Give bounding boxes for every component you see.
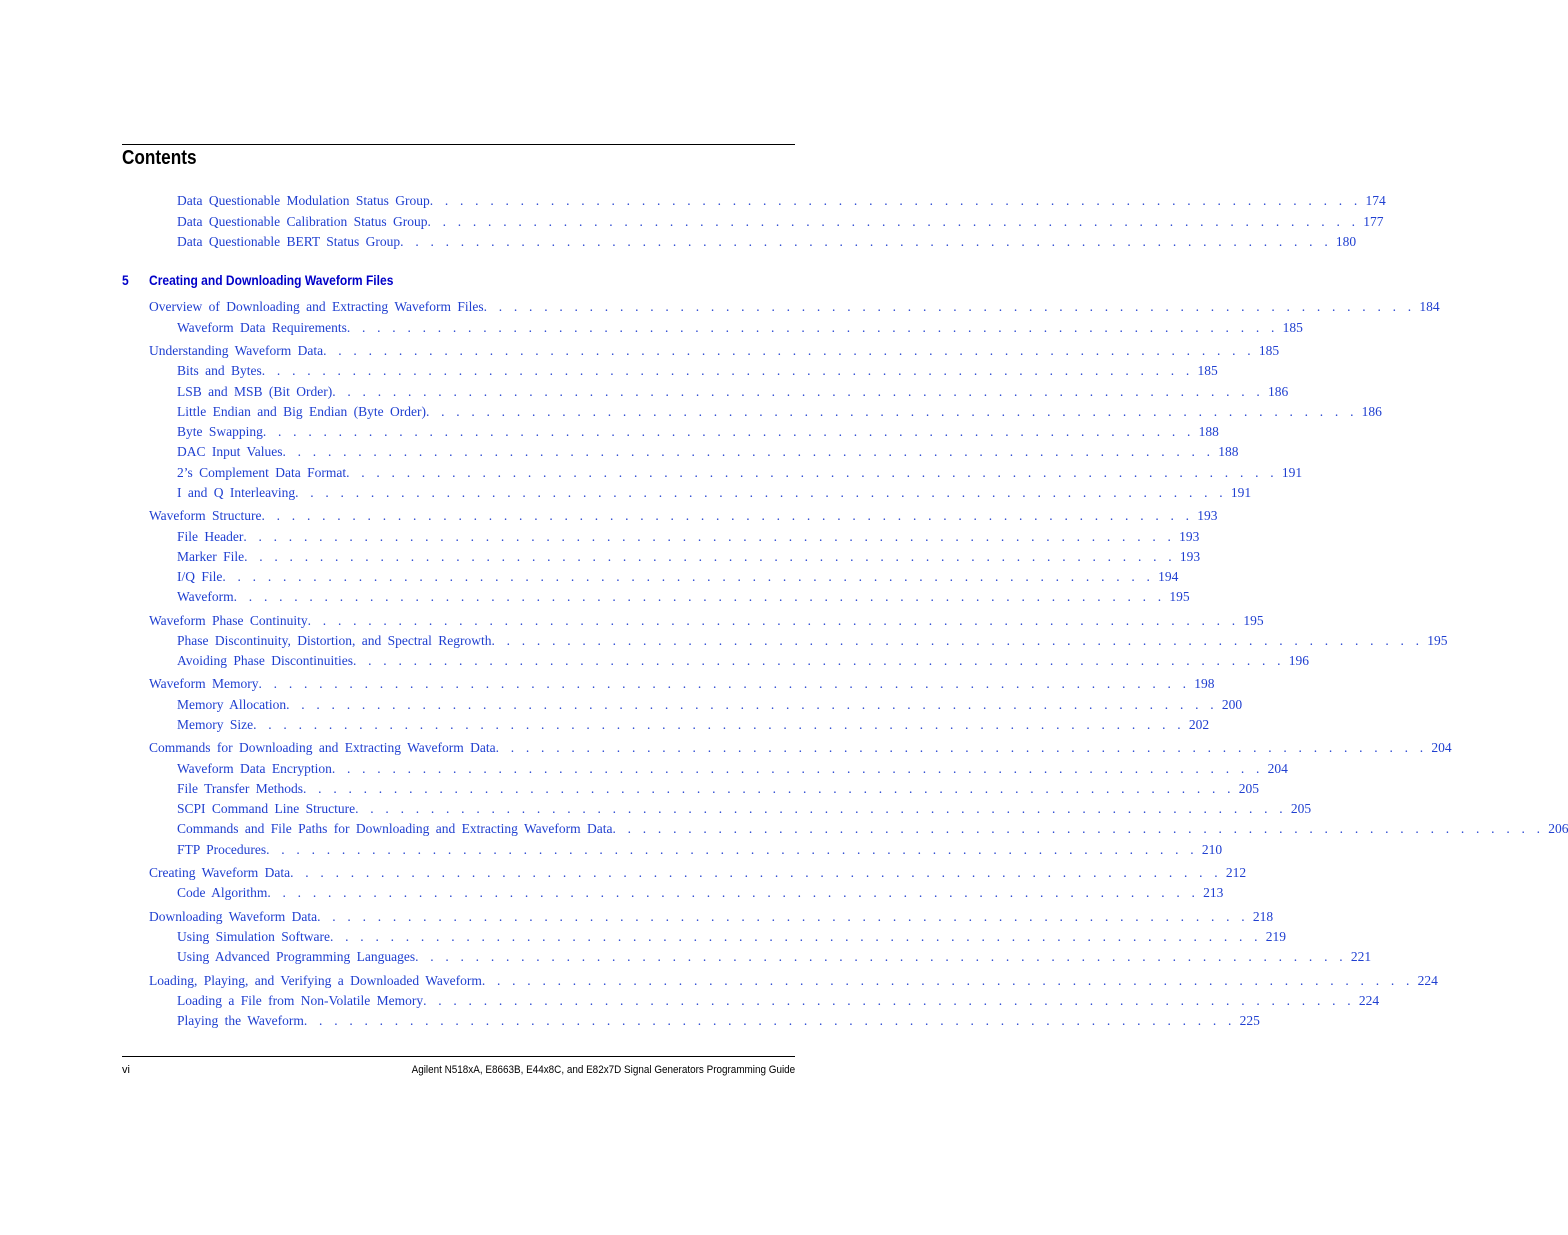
footer-guide-title: Agilent N518xA, E8663B, E44x8C, and E82x7D Signal Generators Programming Guide bbox=[411, 1064, 795, 1076]
toc-entry[interactable] bbox=[177, 800, 1312, 818]
toc-entry-title: File Header bbox=[177, 529, 244, 544]
toc-entry-page: 202 bbox=[1188, 717, 1210, 732]
toc-entry[interactable] bbox=[177, 588, 1190, 606]
toc-entry-page: 184 bbox=[1419, 299, 1440, 314]
toc-entry-title: Loading a File from Non-Volatile Memory bbox=[177, 993, 424, 1008]
toc-leader-dots: . . . . . . . . . . . . . . . . . . . . . . . . . . . . . . . . . . . . . . . . . . . . . . . . . . . . . . . . . . . . . . bbox=[400, 234, 1332, 249]
toc-leader-dots: . . . . . . . . . . . . . . . . . . . . . . . . . . . . . . . . . . . . . . . . . . . . . . . . . . . . . . . . . . . . . . bbox=[483, 299, 1416, 314]
toc-entry-title: Phase Discontinuity, Distortion, and Spectral Regrowth bbox=[177, 633, 492, 648]
toc-leader-dots: . . . . . . . . . . . . . . . . . . . . . . . . . . . . . . . . . . . . . . . . . . . . . . . . . . . . . . . . . . . . . . bbox=[423, 993, 1355, 1008]
toc-entry[interactable] bbox=[177, 548, 1201, 566]
toc-entry-page: 210 bbox=[1201, 842, 1223, 857]
toc-entry-title: Marker File bbox=[177, 549, 245, 564]
toc-entry-title: I and Q Interleaving bbox=[177, 485, 296, 500]
toc-entry-page: 177 bbox=[1363, 214, 1384, 229]
toc-leader-dots: . . . . . . . . . . . . . . . . . . . . . . . . . . . . . . . . . . . . . . . . . . . . . . . . . . . . . . . . . . . . . . bbox=[331, 761, 1264, 776]
toc-leader-dots: . . . . . . . . . . . . . . . . . . . . . . . . . . . . . . . . . . . . . . . . . . . . . . . . . . . . . . . . . . . . . . bbox=[303, 781, 1235, 796]
toc-leader-dots: . . . . . . . . . . . . . . . . . . . . . . . . . . . . . . . . . . . . . . . . . . . . . . . . . . . . . . . . . . . . . . bbox=[307, 613, 1240, 628]
toc-leader-dots: . . . . . . . . . . . . . . . . . . . . . . . . . . . . . . . . . . . . . . . . . . . . . . . . . . . . . . . . . . . . . . bbox=[491, 633, 1424, 648]
toc-entry[interactable] bbox=[177, 213, 1384, 231]
toc-entry[interactable] bbox=[149, 739, 1452, 757]
toc-entry-page: 198 bbox=[1194, 676, 1215, 691]
toc-entry-page: 205 bbox=[1290, 801, 1312, 816]
toc-leader-dots: . . . . . . . . . . . . . . . . . . . . . . . . . . . . . . . . . . . . . . . . . . . . . . . . . . . . . . . . . . . . . . bbox=[262, 424, 1195, 439]
footer-page-number: vi bbox=[122, 1064, 130, 1076]
toc-leader-dots: . . . . . . . . . . . . . . . . . . . . . . . . . . . . . . . . . . . . . . . . . . . . . . . . . . . . . . . . . . . . . . bbox=[261, 363, 1194, 378]
chapter-title[interactable]: Creating and Downloading Waveform Files bbox=[149, 272, 394, 288]
toc-entry-title: Waveform Phase Continuity bbox=[149, 613, 308, 628]
toc-entry-title: Byte Swapping bbox=[177, 424, 263, 439]
toc-entry-page: 194 bbox=[1158, 569, 1179, 584]
toc-entry[interactable] bbox=[177, 716, 1210, 734]
toc-entry[interactable] bbox=[177, 992, 1380, 1010]
toc-leader-dots: . . . . . . . . . . . . . . . . . . . . . . . . . . . . . . . . . . . . . . . . . . . . . . . . . . . . . . . . . . . . . . bbox=[233, 589, 1166, 604]
toc-entry[interactable] bbox=[149, 972, 1438, 990]
toc-leader-dots: . . . . . . . . . . . . . . . . . . . . . . . . . . . . . . . . . . . . . . . . . . . . . . . . . . . . . . . . . . . . . . bbox=[346, 465, 1278, 480]
toc-entry[interactable] bbox=[149, 507, 1218, 525]
toc-entry[interactable] bbox=[177, 1012, 1260, 1030]
toc-entry-title: Overview of Downloading and Extracting Waveform Files bbox=[149, 299, 484, 314]
toc-entry-page: 213 bbox=[1203, 885, 1224, 900]
toc-entry[interactable] bbox=[177, 632, 1448, 650]
toc-leader-dots: . . . . . . . . . . . . . . . . . . . . . . . . . . . . . . . . . . . . . . . . . . . . . . . . . . . . . . . . . . . . . . bbox=[253, 717, 1185, 732]
toc-leader-dots: . . . . . . . . . . . . . . . . . . . . . . . . . . . . . . . . . . . . . . . . . . . . . . . . . . . . . . . . . . . . . . bbox=[427, 214, 1360, 229]
toc-entry-title: Waveform bbox=[177, 589, 234, 604]
toc-entry-page: 185 bbox=[1197, 363, 1218, 378]
toc-entry-title: Loading, Playing, and Verifying a Downloaded Waveform bbox=[149, 973, 482, 988]
toc-entry-title: SCPI Command Line Structure bbox=[177, 801, 356, 816]
toc-entry-title: Avoiding Phase Discontinuities bbox=[177, 653, 353, 668]
toc-entry[interactable] bbox=[149, 298, 1440, 316]
toc-entry-page: 193 bbox=[1179, 549, 1201, 564]
toc-entry-title: Waveform Structure bbox=[149, 508, 262, 523]
toc-entry-page: 204 bbox=[1267, 761, 1288, 776]
toc-leader-dots: . . . . . . . . . . . . . . . . . . . . . . . . . . . . . . . . . . . . . . . . . . . . . . . . . . . . . . . . . . . . . . bbox=[222, 569, 1155, 584]
toc-entry-page: 191 bbox=[1281, 465, 1303, 480]
toc-leader-dots: . . . . . . . . . . . . . . . . . . . . . . . . . . . . . . . . . . . . . . . . . . . . . . . . . . . . . . . . . . . . . . bbox=[290, 865, 1222, 880]
toc-entry-title: Memory Allocation bbox=[177, 697, 287, 712]
toc-entry[interactable] bbox=[177, 319, 1303, 337]
toc-entry-title: Bits and Bytes bbox=[177, 363, 262, 378]
toc-entry-title: DAC Input Values bbox=[177, 444, 283, 459]
toc-entry-title: Using Simulation Software bbox=[177, 929, 330, 944]
toc-entry-title: File Transfer Methods bbox=[177, 781, 304, 796]
toc-leader-dots: . . . . . . . . . . . . . . . . . . . . . . . . . . . . . . . . . . . . . . . . . . . . . . . . . . . . . . . . . . . . . . bbox=[495, 740, 1428, 755]
toc-entry-title: FTP Procedures bbox=[177, 842, 267, 857]
toc-entry-page: 206 bbox=[1548, 821, 1568, 836]
toc-entry-page: 219 bbox=[1265, 929, 1286, 944]
toc-entry-title: 2’s Complement Data Format bbox=[177, 465, 347, 480]
toc-entry-page: 195 bbox=[1243, 613, 1264, 628]
toc-entry-page: 195 bbox=[1427, 633, 1448, 648]
toc-entry-title: Playing the Waveform bbox=[177, 1013, 304, 1028]
toc-entry-title: I/Q File bbox=[177, 569, 223, 584]
toc-leader-dots: . . . . . . . . . . . . . . . . . . . . . . . . . . . . . . . . . . . . . . . . . . . . . . . . . . . . . . . . . . . . . . bbox=[330, 929, 1262, 944]
toc-entry[interactable] bbox=[177, 383, 1289, 401]
toc-entry-page: 188 bbox=[1218, 444, 1239, 459]
toc-entry-page: 193 bbox=[1197, 508, 1218, 523]
toc-leader-dots: . . . . . . . . . . . . . . . . . . . . . . . . . . . . . . . . . . . . . . . . . . . . . . . . . . . . . . . . . . . . . . bbox=[303, 1013, 1236, 1028]
toc-leader-dots: . . . . . . . . . . . . . . . . . . . . . . . . . . . . . . . . . . . . . . . . . . . . . . . . . . . . . . . . . . . . . . bbox=[425, 404, 1358, 419]
toc-entry-page: 186 bbox=[1267, 384, 1289, 399]
toc-entry[interactable] bbox=[177, 760, 1288, 778]
toc-entry-page: 212 bbox=[1225, 865, 1247, 880]
toc-entry[interactable] bbox=[177, 484, 1252, 502]
toc-entry[interactable] bbox=[177, 884, 1224, 902]
chapter-number[interactable]: 5 bbox=[122, 272, 129, 288]
toc-leader-dots: . . . . . . . . . . . . . . . . . . . . . . . . . . . . . . . . . . . . . . . . . . . . . . . . . . . . . . . . . . . . . . bbox=[244, 549, 1176, 564]
toc-leader-dots: . . . . . . . . . . . . . . . . . . . . . . . . . . . . . . . . . . . . . . . . . . . . . . . . . . . . . . . . . . . . . . bbox=[481, 973, 1414, 988]
toc-entry-page: 225 bbox=[1239, 1013, 1260, 1028]
toc-leader-dots: . . . . . . . . . . . . . . . . . . . . . . . . . . . . . . . . . . . . . . . . . . . . . . . . . . . . . . . . . . . . . . bbox=[323, 343, 1255, 358]
toc-entry[interactable] bbox=[177, 362, 1218, 380]
toc-entry[interactable] bbox=[177, 464, 1303, 482]
toc-entry-page: 205 bbox=[1238, 781, 1259, 796]
toc-entry-title: Data Questionable Calibration Status Group bbox=[177, 214, 428, 229]
toc-entry[interactable] bbox=[177, 233, 1357, 251]
footer-rule bbox=[122, 1056, 795, 1057]
toc-entry[interactable] bbox=[177, 928, 1286, 946]
toc-entry-title: Memory Size bbox=[177, 717, 254, 732]
toc-entry[interactable] bbox=[177, 841, 1223, 859]
toc-entry-title: Waveform Data Encryption bbox=[177, 761, 332, 776]
toc-entry-title: Waveform Data Requirements bbox=[177, 320, 347, 335]
toc-entry[interactable] bbox=[177, 403, 1382, 421]
toc-entry-page: 224 bbox=[1358, 993, 1380, 1008]
toc-entry-title: LSB and MSB (Bit Order) bbox=[177, 384, 333, 399]
toc-entry-title: Understanding Waveform Data bbox=[149, 343, 324, 358]
toc-leader-dots: . . . . . . . . . . . . . . . . . . . . . . . . . . . . . . . . . . . . . . . . . . . . . . . . . . . . . . . . . . . . . . bbox=[267, 885, 1200, 900]
toc-leader-dots: . . . . . . . . . . . . . . . . . . . . . . . . . . . . . . . . . . . . . . . . . . . . . . . . . . . . . . . . . . . . . . bbox=[243, 529, 1176, 544]
toc-leader-dots: . . . . . . . . . . . . . . . . . . . . . . . . . . . . . . . . . . . . . . . . . . . . . . . . . . . . . . . . . . . . . . bbox=[282, 444, 1215, 459]
toc-entry[interactable] bbox=[177, 820, 1568, 838]
toc-leader-dots: . . . . . . . . . . . . . . . . . . . . . . . . . . . . . . . . . . . . . . . . . . . . . . . . . . . . . . . . . . . . . . bbox=[346, 320, 1279, 335]
toc-leader-dots: . . . . . . . . . . . . . . . . . . . . . . . . . . . . . . . . . . . . . . . . . . . . . . . . . . . . . . . . . . . . . . bbox=[261, 508, 1194, 523]
toc-entry[interactable] bbox=[149, 342, 1280, 360]
toc-entry-title: Downloading Waveform Data bbox=[149, 909, 318, 924]
toc-leader-dots: . . . . . . . . . . . . . . . . . . . . . . . . . . . . . . . . . . . . . . . . . . . . . . . . . . . . . . . . . . . . . . bbox=[355, 801, 1287, 816]
toc-entry[interactable] bbox=[149, 675, 1215, 693]
toc-leader-dots: . . . . . . . . . . . . . . . . . . . . . . . . . . . . . . . . . . . . . . . . . . . . . . . . . . . . . . . . . . . . . . bbox=[317, 909, 1249, 924]
toc-leader-dots: . . . . . . . . . . . . . . . . . . . . . . . . . . . . . . . . . . . . . . . . . . . . . . . . . . . . . . . . . . . . . . bbox=[612, 821, 1545, 836]
toc-entry[interactable] bbox=[149, 908, 1274, 926]
toc-leader-dots: . . . . . . . . . . . . . . . . . . . . . . . . . . . . . . . . . . . . . . . . . . . . . . . . . . . . . . . . . . . . . . bbox=[266, 842, 1198, 857]
toc-entry-title: Waveform Memory bbox=[149, 676, 259, 691]
toc-entry-title: Using Advanced Programming Languages bbox=[177, 949, 416, 964]
toc-entry[interactable] bbox=[149, 864, 1247, 882]
toc-leader-dots: . . . . . . . . . . . . . . . . . . . . . . . . . . . . . . . . . . . . . . . . . . . . . . . . . . . . . . . . . . . . . . bbox=[258, 676, 1191, 691]
toc-leader-dots: . . . . . . . . . . . . . . . . . . . . . . . . . . . . . . . . . . . . . . . . . . . . . . . . . . . . . . . . . . . . . . bbox=[429, 193, 1362, 208]
toc-entry-page: 188 bbox=[1198, 424, 1219, 439]
toc-entry[interactable] bbox=[177, 192, 1386, 210]
toc-entry-page: 191 bbox=[1230, 485, 1252, 500]
toc-entry-page: 200 bbox=[1221, 697, 1243, 712]
toc-entry[interactable] bbox=[177, 780, 1259, 798]
toc-entry-page: 196 bbox=[1288, 653, 1309, 668]
toc-entry-page: 185 bbox=[1282, 320, 1303, 335]
toc-entry-page: 193 bbox=[1179, 529, 1200, 544]
toc-entry-title: Little Endian and Big Endian (Byte Order) bbox=[177, 404, 426, 419]
toc-entry-page: 195 bbox=[1169, 589, 1190, 604]
toc-leader-dots: . . . . . . . . . . . . . . . . . . . . . . . . . . . . . . . . . . . . . . . . . . . . . . . . . . . . . . . . . . . . . . bbox=[295, 485, 1227, 500]
page-title: Contents bbox=[122, 147, 197, 169]
toc-entry[interactable] bbox=[149, 612, 1264, 630]
toc-entry-page: 218 bbox=[1252, 909, 1274, 924]
toc-leader-dots: . . . . . . . . . . . . . . . . . . . . . . . . . . . . . . . . . . . . . . . . . . . . . . . . . . . . . . . . . . . . . . bbox=[332, 384, 1264, 399]
toc-entry-page: 185 bbox=[1258, 343, 1280, 358]
toc-entry-page: 186 bbox=[1361, 404, 1382, 419]
toc-entry[interactable] bbox=[177, 696, 1243, 714]
toc-entry-page: 224 bbox=[1417, 973, 1438, 988]
toc-leader-dots: . . . . . . . . . . . . . . . . . . . . . . . . . . . . . . . . . . . . . . . . . . . . . . . . . . . . . . . . . . . . . . bbox=[415, 949, 1347, 964]
toc-entry-title: Code Algorithm bbox=[177, 885, 268, 900]
toc-leader-dots: . . . . . . . . . . . . . . . . . . . . . . . . . . . . . . . . . . . . . . . . . . . . . . . . . . . . . . . . . . . . . . bbox=[353, 653, 1285, 668]
header-rule bbox=[122, 144, 795, 145]
toc-entry[interactable] bbox=[177, 528, 1200, 546]
toc-entry-title: Data Questionable BERT Status Group bbox=[177, 234, 401, 249]
toc-entry[interactable] bbox=[177, 423, 1219, 441]
toc-entry-page: 174 bbox=[1365, 193, 1386, 208]
toc-entry-page: 204 bbox=[1431, 740, 1452, 755]
toc-entry-page: 180 bbox=[1335, 234, 1357, 249]
toc-entry-title: Commands and File Paths for Downloading and Extracting Waveform Data bbox=[177, 821, 613, 836]
toc-entry-title: Data Questionable Modulation Status Group bbox=[177, 193, 430, 208]
toc-entry[interactable] bbox=[177, 443, 1239, 461]
toc-entry[interactable] bbox=[177, 652, 1309, 670]
toc-entry-title: Commands for Downloading and Extracting Waveform Data bbox=[149, 740, 496, 755]
toc-entry-page: 221 bbox=[1350, 949, 1372, 964]
toc-entry[interactable] bbox=[177, 948, 1372, 966]
toc-leader-dots: . . . . . . . . . . . . . . . . . . . . . . . . . . . . . . . . . . . . . . . . . . . . . . . . . . . . . . . . . . . . . . bbox=[286, 697, 1218, 712]
toc-entry-title: Creating Waveform Data bbox=[149, 865, 291, 880]
toc-entry[interactable] bbox=[177, 568, 1179, 586]
